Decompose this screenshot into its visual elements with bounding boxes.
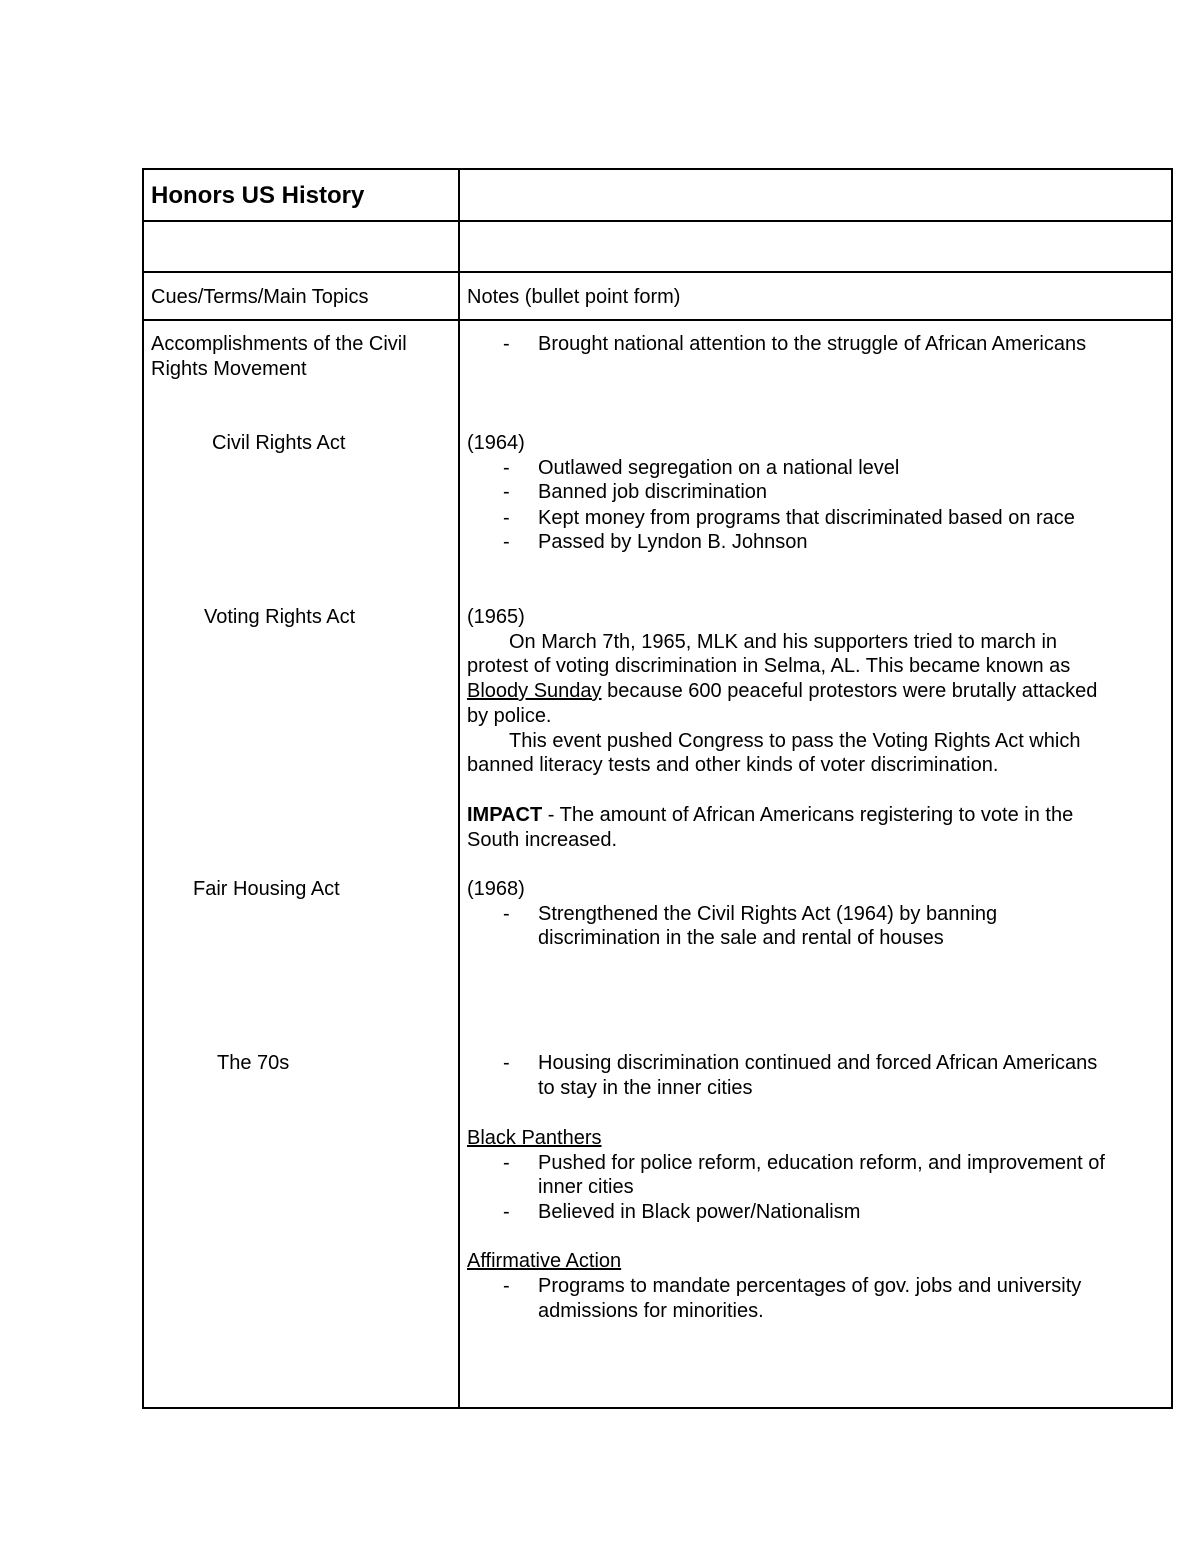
bullet-dash: - (503, 507, 510, 529)
affirmative-action-heading: Affirmative Action (467, 1250, 622, 1272)
paragraph-line: by police. (467, 705, 552, 727)
bullet-dash: - (503, 1201, 510, 1223)
note-bullet: Programs to mandate percentages of gov. jobs and university (538, 1275, 1082, 1297)
cues-column-header: Cues/Terms/Main Topics (151, 286, 369, 308)
impact-line (467, 803, 1073, 828)
impact-label: IMPACT (467, 804, 543, 826)
note-bullet: Housing discrimination continued and forced African Americans (538, 1052, 1098, 1074)
note-bullet: Pushed for police reform, education reform, and improvement of (538, 1152, 1105, 1174)
year-label: (1965) (467, 606, 525, 628)
bullet-dash: - (503, 457, 510, 479)
paragraph-line-rest: because 600 peaceful protestors were brutally attacked (601, 680, 1098, 702)
note-bullet: Outlawed segregation on a national level (538, 457, 900, 479)
bullet-dash: - (503, 1152, 510, 1174)
note-bullet-cont: discrimination in the sale and rental of houses (538, 927, 944, 949)
cue-accomplishments: Accomplishments of the Civil (151, 333, 407, 355)
cue-civil-rights-act: Civil Rights Act (212, 432, 346, 454)
column-divider (458, 170, 460, 1407)
bullet-dash: - (503, 1052, 510, 1074)
paragraph-line: protest of voting discrimination in Selma, AL. This became known as (467, 655, 1071, 677)
impact-line: South increased. (467, 829, 618, 851)
bullet-dash: - (503, 531, 510, 553)
bullet-dash: - (503, 481, 510, 503)
cue-fair-housing-act: Fair Housing Act (193, 878, 340, 900)
bullet-dash: - (503, 1275, 510, 1297)
bullet-dash: - (503, 903, 510, 925)
note-bullet: Believed in Black power/Nationalism (538, 1201, 861, 1223)
cue-the-70s: The 70s (217, 1052, 290, 1074)
note-bullet-cont: to stay in the inner cities (538, 1077, 753, 1099)
paragraph-line: This event pushed Congress to pass the Voting Rights Act which (509, 730, 1081, 752)
note-bullet: Kept money from programs that discriminated based on race (538, 507, 1075, 529)
note-bullet: Strengthened the Civil Rights Act (1964) by banning (538, 903, 998, 925)
paragraph-line: On March 7th, 1965, MLK and his supporters tried to march in (509, 631, 1058, 653)
cue-voting-rights-act: Voting Rights Act (204, 606, 356, 628)
black-panthers-heading: Black Panthers (467, 1127, 602, 1149)
note-bullet-cont: inner cities (538, 1176, 634, 1198)
year-label: (1964) (467, 432, 525, 454)
cue-accomplishments-cont: Rights Movement (151, 358, 307, 380)
year-label: (1968) (467, 878, 525, 900)
notes-column-header: Notes (bullet point form) (467, 286, 681, 308)
row-divider (144, 319, 1171, 321)
paragraph-line: banned literacy tests and other kinds of voter discrimination. (467, 754, 999, 776)
impact-text: - The amount of African Americans registering to vote in the (542, 804, 1074, 826)
row-divider (144, 220, 1171, 222)
note-bullet: Passed by Lyndon B. Johnson (538, 531, 808, 553)
row-divider (144, 271, 1171, 273)
note-bullet: Banned job discrimination (538, 481, 768, 503)
note-bullet: Brought national attention to the struggle of African Americans (538, 333, 1087, 355)
paragraph-line (467, 679, 1097, 704)
note-bullet-cont: admissions for minorities. (538, 1300, 764, 1322)
page-title: Honors US History (151, 182, 365, 209)
bloody-sunday-term: Bloody Sunday (467, 680, 602, 702)
bullet-dash: - (503, 333, 510, 355)
